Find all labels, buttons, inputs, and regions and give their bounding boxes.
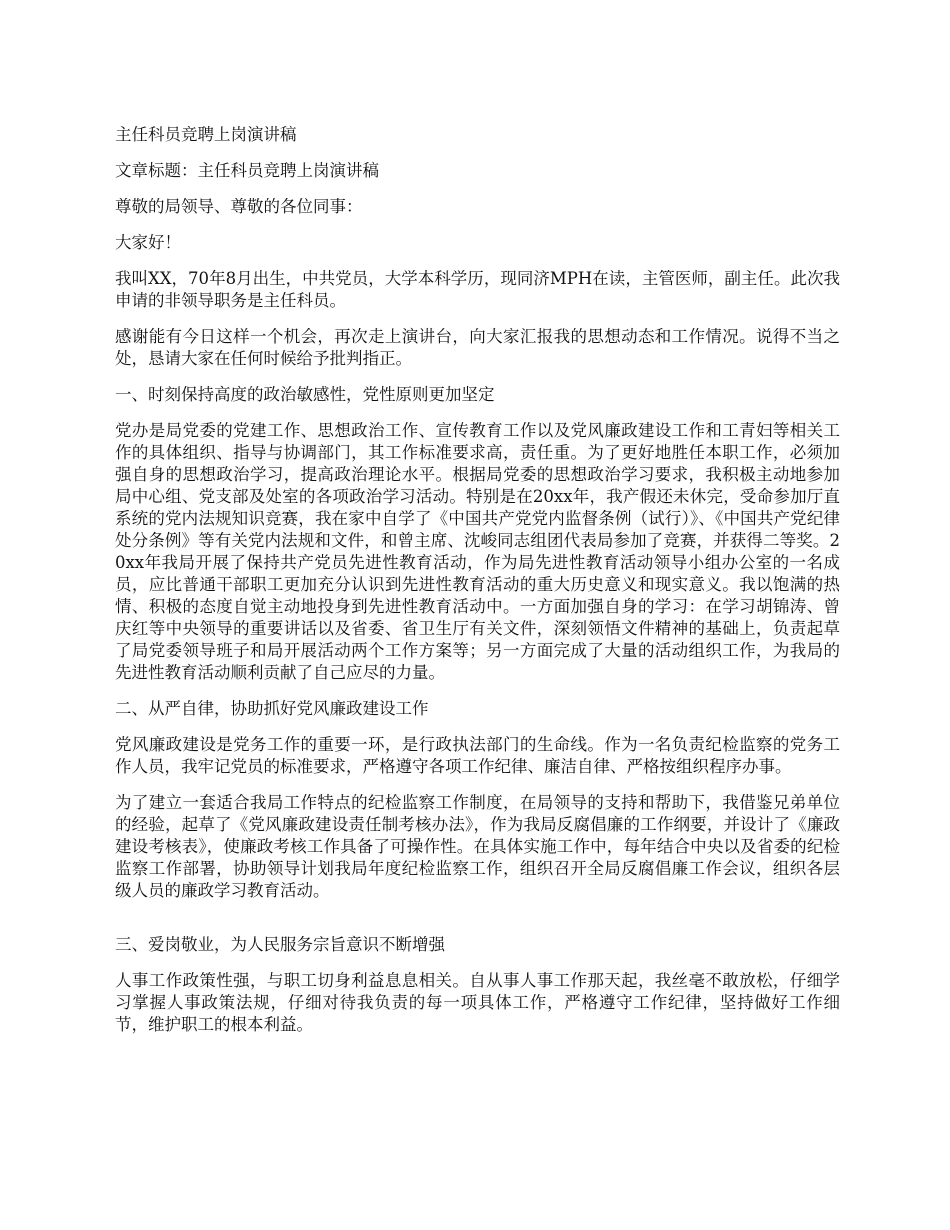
document-title: 主任科员竞聘上岗演讲稿 [115,125,297,144]
thanks-paragraph: 感谢能有今日这样一个机会，再次走上演讲台，向大家汇报我的思想动态和工作情况。说得不当之处，恳请大家在任何时候给予批判指正。 [115,327,840,368]
section-1-heading: 一、时刻保持高度的政治敏感性，党性原则更加坚定 [115,385,495,404]
section-2-body-1: 党风廉政建设是党务工作的重要一环，是行政执法部门的生命线。作为一名负责纪检监察的党务工作人员，我牢记党员的标准要求，严格遵守各项工作纪律、廉洁自律、严格按组织程序办事。 [115,735,840,776]
section-2-body-2: 为了建立一套适合我局工作特点的纪检监察工作制度，在局领导的支持和帮助下，我借鉴兄弟单位的经验，起草了《党风廉政建设责任制考核办法》，作为我局反腐倡廉的工作纲要，并设计了《廉政建设考核表》，使廉政考核工作具备了可操作性。在具体实施工作中，每年结合中央以及省委的纪检监察工作部署，协助领导计划我局年度纪检监察工作，组织召开全局反腐倡廉工作会议，组织各层级人员的廉政学习教育活动。 [115,793,840,900]
section-2-heading: 二、从严自律，协助抓好党风廉政建设工作 [115,699,429,718]
greeting: 大家好！ [115,233,181,252]
salutation: 尊敬的局领导、尊敬的各位同事： [115,197,363,216]
document-page [115,124,840,1050]
intro-paragraph: 我叫XX，70年8月出生，中共党员，大学本科学历，现同济MPH在读，主管医师，副主任。此次我申请的非领导职务是主任科员。 [115,269,840,310]
article-title-line: 文章标题：主任科员竞聘上岗演讲稿 [115,161,379,180]
section-1-body: 党办是局党委的党建工作、思想政治工作、宣传教育工作以及党风廉政建设工作和工青妇等相关工作的具体组织、指导与协调部门，其工作标准要求高，责任重。为了更好地胜任本职工作，必须加强自身的思想政治学习，提高政治理论水平。根据局党委的思想政治学习要求，我积极主动地参加局中心组、党支部及处室的各项政治学习活动。特别是在20xx年，我产假还未休完，受命参加厅直系统的党内法规知识竞赛，我在家中自学了《中国共产党党内监督条例（试行）》、《中国共产党纪律处分条例》等有关党内法规和文件，和曾主席、沈峻同志组团代表局参加了竞赛，并获得二等奖。20xx年我局开展了保持共产党员先进性教育活动，作为局先进性教育活动领导小组办公室的一名成员，应比普通干部职工更加充分认识到先进性教育活动的重大历史意义和现实意义。我以饱满的热情、积极的态度自觉主动地投身到先进性教育活动中。一方面加强自身的学习：在学习胡锦涛、曾庆红等中央领导的重要讲话以及省委、省卫生厅有关文件，深刻领悟文件精神的基础上，负责起草了局党委领导班子和局开展活动两个工作方案等；另一方面完成了大量的活动组织工作，为我局的先进性教育活动顺利贡献了自己应尽的力量。 [115,421,840,682]
section-3-heading: 三、爱岗敬业，为人民服务宗旨意识不断增强 [115,935,445,954]
section-3-body: 人事工作政策性强，与职工切身利益息息相关。自从事人事工作那天起，我丝毫不敢放松，仔细学习掌握人事政策法规，仔细对待我负责的每一项具体工作，严格遵守工作纪律，坚持做好工作细节，维护职工的根本利益。 [115,971,840,1034]
